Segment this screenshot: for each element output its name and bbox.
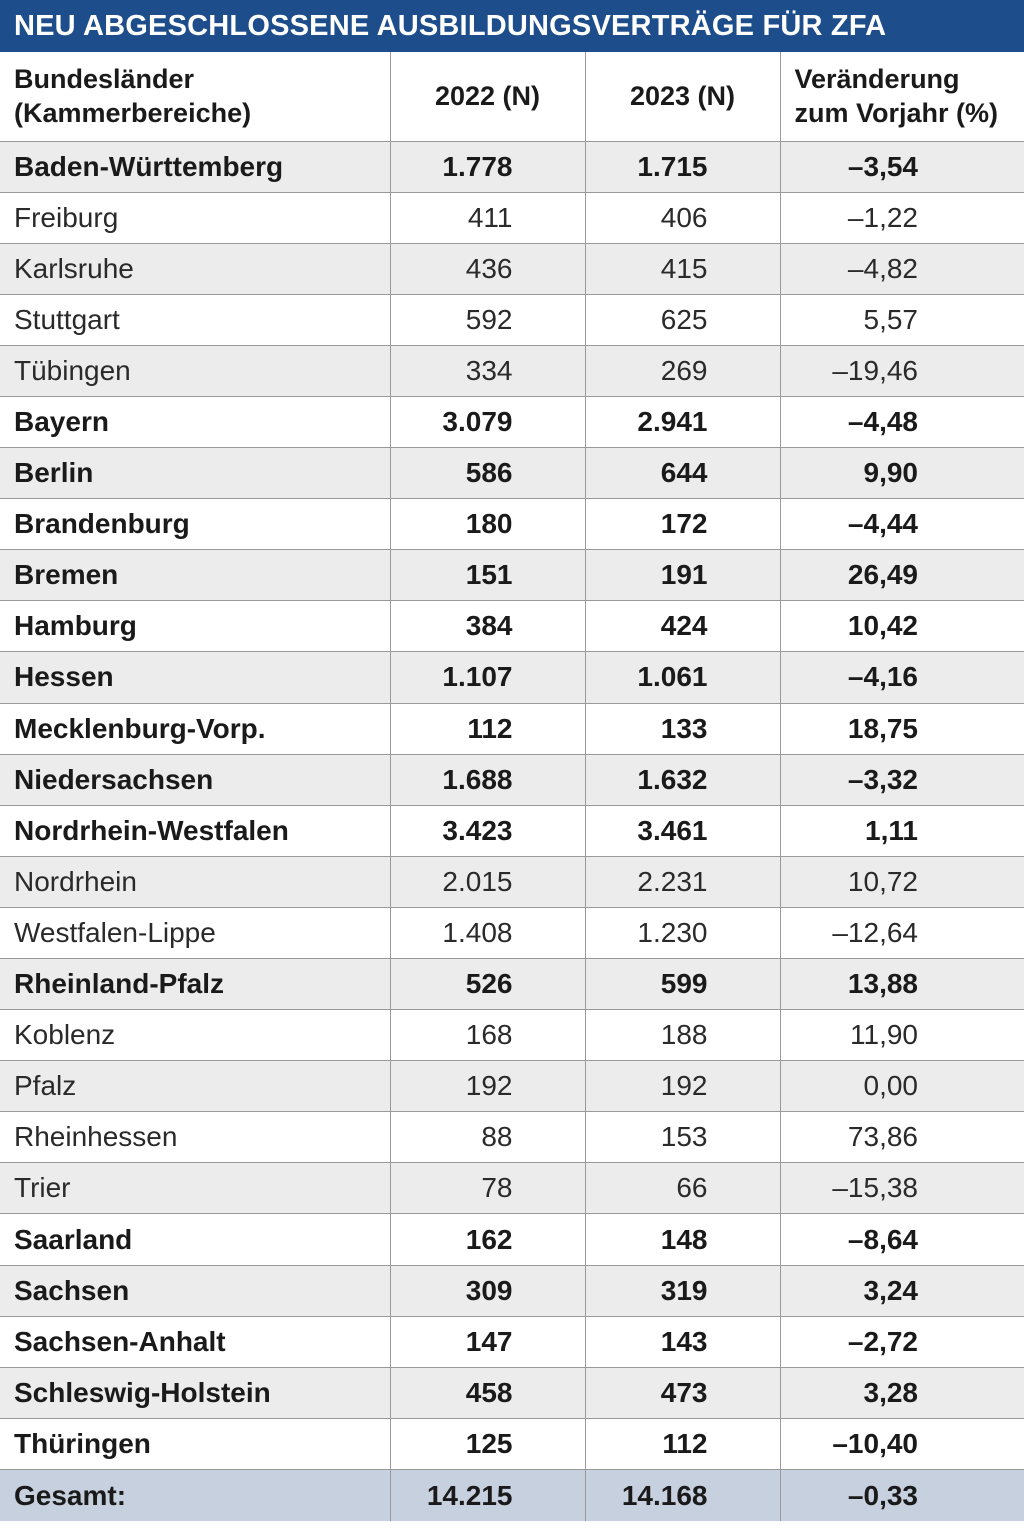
cell-value-change: 3,28 [780,1367,1024,1418]
cell-region-name: Westfalen-Lippe [0,907,390,958]
cell-value-2022: 151 [390,550,585,601]
table-row [0,1265,1024,1316]
cell-value-2022: 411 [390,192,585,243]
cell-value-change: –1,22 [780,192,1024,243]
cell-value-2023: 3.461 [585,805,780,856]
column-header-change-line2: zum Vorjahr (%) [794,98,999,129]
table-row [0,396,1024,447]
column-header-region-line2: (Kammerbereiche) [14,98,252,129]
table-body [0,141,1024,1521]
cell-value-2023: 153 [585,1112,780,1163]
cell-region-name: Freiburg [0,192,390,243]
cell-value-2022: 180 [390,499,585,550]
cell-region-name: Hamburg [0,601,390,652]
cell-region-name: Bayern [0,396,390,447]
cell-value-change: –4,44 [780,499,1024,550]
cell-value-2022: 1.107 [390,652,585,703]
cell-value-2023: 2.941 [585,396,780,447]
cell-region-name: Mecklenburg-Vorp. [0,703,390,754]
total-value-change: –0,33 [780,1469,1024,1521]
table-row [0,959,1024,1010]
cell-region-name: Sachsen [0,1265,390,1316]
cell-value-2022: 458 [390,1367,585,1418]
cell-value-2023: 112 [585,1418,780,1469]
cell-value-2022: 1.688 [390,754,585,805]
table-row [0,192,1024,243]
table-row [0,1316,1024,1367]
cell-value-change: 10,42 [780,601,1024,652]
cell-value-2022: 1.778 [390,141,585,192]
cell-value-change: 18,75 [780,703,1024,754]
table-row [0,856,1024,907]
cell-value-2022: 2.015 [390,856,585,907]
cell-value-2023: 66 [585,1163,780,1214]
cell-value-2022: 1.408 [390,907,585,958]
table-row [0,1418,1024,1469]
cell-value-change: –10,40 [780,1418,1024,1469]
table-row [0,243,1024,294]
cell-value-2023: 644 [585,448,780,499]
cell-value-change: 5,57 [780,294,1024,345]
cell-value-2023: 406 [585,192,780,243]
cell-value-change: –15,38 [780,1163,1024,1214]
column-header-change [780,52,1024,141]
cell-value-2023: 1.632 [585,754,780,805]
cell-value-2023: 172 [585,499,780,550]
cell-value-change: 10,72 [780,856,1024,907]
table-row [0,601,1024,652]
cell-region-name: Niedersachsen [0,754,390,805]
cell-region-name: Trier [0,1163,390,1214]
table-row [0,345,1024,396]
cell-value-2022: 88 [390,1112,585,1163]
table-row [0,294,1024,345]
data-table [0,52,1024,1521]
table-row [0,1112,1024,1163]
cell-value-2023: 319 [585,1265,780,1316]
cell-value-change: –12,64 [780,907,1024,958]
cell-value-change: 73,86 [780,1112,1024,1163]
cell-value-change: –4,82 [780,243,1024,294]
cell-value-2022: 384 [390,601,585,652]
cell-value-2023: 133 [585,703,780,754]
cell-value-change: 1,11 [780,805,1024,856]
cell-value-change: 11,90 [780,1010,1024,1061]
cell-value-2022: 147 [390,1316,585,1367]
cell-value-2022: 526 [390,959,585,1010]
cell-region-name: Sachsen-Anhalt [0,1316,390,1367]
cell-value-change: –3,32 [780,754,1024,805]
cell-value-2023: 599 [585,959,780,1010]
table-row [0,703,1024,754]
table-row [0,1061,1024,1112]
cell-value-2023: 192 [585,1061,780,1112]
table-row [0,1010,1024,1061]
cell-region-name: Saarland [0,1214,390,1265]
cell-value-change: –4,48 [780,396,1024,447]
cell-value-2023: 191 [585,550,780,601]
cell-value-change: 3,24 [780,1265,1024,1316]
cell-value-2023: 1.230 [585,907,780,958]
cell-value-change: 13,88 [780,959,1024,1010]
cell-value-2022: 78 [390,1163,585,1214]
cell-value-change: 9,90 [780,448,1024,499]
cell-value-2022: 112 [390,703,585,754]
cell-value-2022: 309 [390,1265,585,1316]
cell-region-name: Tübingen [0,345,390,396]
cell-value-2022: 3.079 [390,396,585,447]
table-row [0,448,1024,499]
table-row [0,907,1024,958]
cell-value-2022: 3.423 [390,805,585,856]
table-row [0,754,1024,805]
table-row [0,652,1024,703]
cell-value-2023: 415 [585,243,780,294]
cell-value-change: –3,54 [780,141,1024,192]
cell-value-2023: 2.231 [585,856,780,907]
cell-value-change: 0,00 [780,1061,1024,1112]
total-row [0,1469,1024,1521]
cell-value-2023: 188 [585,1010,780,1061]
cell-value-2022: 586 [390,448,585,499]
cell-region-name: Pfalz [0,1061,390,1112]
cell-value-2023: 148 [585,1214,780,1265]
cell-region-name: Bremen [0,550,390,601]
cell-value-2022: 125 [390,1418,585,1469]
cell-region-name: Karlsruhe [0,243,390,294]
header-row [0,52,1024,141]
cell-region-name: Rheinland-Pfalz [0,959,390,1010]
column-header-change-line1: Veränderung [794,64,960,95]
cell-value-2023: 424 [585,601,780,652]
cell-value-change: –4,16 [780,652,1024,703]
cell-value-2023: 625 [585,294,780,345]
cell-region-name: Brandenburg [0,499,390,550]
cell-value-2022: 168 [390,1010,585,1061]
cell-region-name: Nordrhein [0,856,390,907]
table-row [0,805,1024,856]
cell-value-2023: 1.715 [585,141,780,192]
table-row [0,550,1024,601]
column-header-2022: 2022 (N) [390,52,585,141]
cell-region-name: Baden-Württemberg [0,141,390,192]
cell-region-name: Berlin [0,448,390,499]
table-row [0,1163,1024,1214]
table-row [0,141,1024,192]
cell-region-name: Stuttgart [0,294,390,345]
cell-value-2023: 143 [585,1316,780,1367]
table-row [0,1367,1024,1418]
table-row [0,1214,1024,1265]
cell-value-change: –8,64 [780,1214,1024,1265]
cell-value-2022: 162 [390,1214,585,1265]
cell-value-change: –19,46 [780,345,1024,396]
total-value-2023: 14.168 [585,1469,780,1521]
cell-value-2022: 592 [390,294,585,345]
cell-region-name: Rheinhessen [0,1112,390,1163]
cell-value-2023: 269 [585,345,780,396]
total-label: Gesamt: [0,1469,390,1521]
cell-region-name: Schleswig-Holstein [0,1367,390,1418]
cell-value-change: –2,72 [780,1316,1024,1367]
column-header-region-line1: Bundesländer [14,64,195,95]
cell-value-2022: 334 [390,345,585,396]
table-title: NEU ABGESCHLOSSENE AUSBILDUNGSVERTRÄGE FÜR ZFA [0,0,1024,52]
cell-region-name: Thüringen [0,1418,390,1469]
cell-value-2023: 473 [585,1367,780,1418]
cell-value-2022: 436 [390,243,585,294]
cell-value-change: 26,49 [780,550,1024,601]
cell-region-name: Koblenz [0,1010,390,1061]
cell-value-2023: 1.061 [585,652,780,703]
column-header-region [0,52,390,141]
cell-region-name: Hessen [0,652,390,703]
cell-region-name: Nordrhein-Westfalen [0,805,390,856]
column-header-2023: 2023 (N) [585,52,780,141]
total-value-2022: 14.215 [390,1469,585,1521]
cell-value-2022: 192 [390,1061,585,1112]
table-row [0,499,1024,550]
